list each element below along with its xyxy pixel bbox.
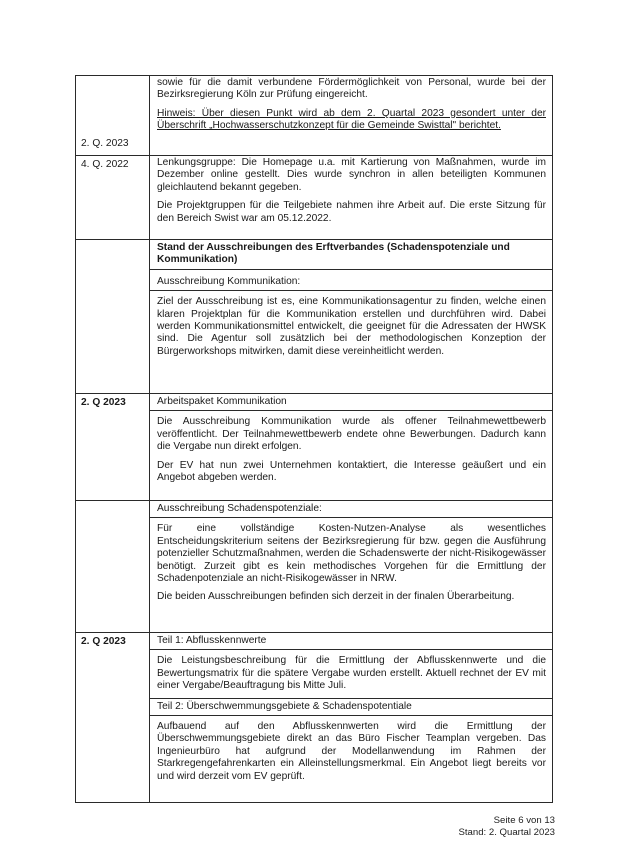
content-cell [150, 156, 553, 240]
table-row [76, 394, 553, 501]
paragraph: Lenkungsgruppe: Die Homepage u.a. mit Kartierung von Maßnahmen, wurde im Dezember online gestellt. Dies wurde synchron in allen beteiligten Kommunen gleichlautend bekannt gegeben. [157, 157, 546, 193]
table-row [76, 501, 553, 633]
quarter-cell [76, 76, 150, 156]
paragraph: Für eine vollständige Kosten-Nutzen-Analyse als wesentliches Entscheidungskriterium seitens der Bezirksregierung für bzw. gegen die Ausführung potenzieller Schutzmaßnahmen, werden die Schadenswerte der nicht-Risikogewässer benötigt. Zurzeit gibt es kein methodisches Vorgehen für die Ermittlung der Schadenpotenziale an nicht-Risikogewässer in NRW. [157, 523, 546, 585]
table-row [76, 76, 553, 156]
paragraph: Aufbauend auf den Abflusskennwerten wird die Ermittlung der Überschwemmungsgebiete direkt an das Büro Fischer Teamplan vergeben. Das Ingenieurbüro hat aufgrund der Modellanwendung im Rahmen der Starkregengefahrenkarten ein Alleinstellungsmerkmal. Ein Angebot liegt bereits vor und wird derzeit vom EV geprüft. [157, 721, 546, 782]
paragraph: Ziel der Ausschreibung ist es, eine Kommunikationsagentur zu finden, welche einen klaren Projektplan für die Kommunikation erstellen und durchführen wird. Dabei werden Kommunikationsmittel entwickelt, die geeignet für die Adressaten der HWSK sind. Die Agentur soll zusätzlich bei der methodologischen Konzeption der Bürgerworkshops mitwirken, damit diese vereinheitlicht werden. [157, 296, 546, 357]
content-cell [150, 394, 553, 501]
content-cell [150, 76, 553, 156]
subheading: Teil 2: Überschwemmungsgebiete & Schadenspotentiale [150, 698, 552, 716]
quarter-cell [76, 394, 150, 501]
table-row [76, 156, 553, 240]
quarter-label: 2. Q 2023 [81, 397, 126, 408]
subheading: Arbeitspaket Kommunikation [150, 394, 552, 411]
paragraph: sowie für die damit verbundene Fördermöglichkeit von Personal, wurde bei der Bezirksregierung Köln zur Prüfung eingereicht. [157, 77, 546, 101]
paragraph: Der EV hat nun zwei Unternehmen kontaktiert, die Interesse geäußert und ein Angebot abgeben werden. [157, 459, 546, 484]
subheading: Ausschreibung Schadenspotenziale: [150, 501, 552, 518]
quarter-cell [76, 240, 150, 394]
content-cell [150, 501, 553, 633]
quarter-label: 2. Q. 2023 [81, 138, 129, 149]
quarter-label: 2. Q 2023 [81, 636, 126, 647]
subheading: Ausschreibung Kommunikation: [150, 274, 552, 291]
page-number: Seite 6 von 13 [493, 815, 555, 826]
progress-table [75, 75, 553, 803]
quarter-cell [76, 633, 150, 803]
paragraph: Die Ausschreibung Kommunikation wurde als offener Teilnahmewettbewerb veröffentlicht. Der Teilnahmewettbewerb endete ohne Bewerbungen. Dadurch kann die Vergabe nun direkt erfolgen. [157, 416, 546, 453]
content-cell [150, 633, 553, 803]
quarter-label: 4. Q. 2022 [81, 159, 129, 170]
paragraph: Die beiden Ausschreibungen befinden sich derzeit in der finalen Überarbeitung. [157, 591, 515, 603]
note-paragraph: Hinweis: Über diesen Punkt wird ab dem 2. Quartal 2023 gesondert unter der Überschrift „Hochwasserschutzkonzept für die Gemeinde Swisttal" berichtet. [157, 107, 546, 132]
page-footer [458, 815, 555, 839]
subheading: Teil 1: Abflusskennwerte [150, 633, 552, 650]
paragraph: Die Leistungsbeschreibung für die Ermittlung der Abflusskennwerte und die Bewertungsmatrix für die spätere Vergabe wurden erstellt. Aktuell rechnet der EV mit einer Vergabe/Beauftragung bis Mitte Juli. [157, 655, 546, 692]
quarter-cell [76, 501, 150, 633]
status-line: Stand: 2. Quartal 2023 [458, 827, 555, 838]
quarter-cell [76, 156, 150, 240]
table-row [76, 633, 553, 803]
content-cell [150, 240, 553, 394]
paragraph: Die Projektgruppen für die Teilgebiete nahmen ihre Arbeit auf. Die erste Sitzung für den Bereich Swist war am 05.12.2022. [157, 200, 546, 224]
table-row [76, 240, 553, 394]
section-heading: Stand der Ausschreibungen des Erftverbandes (Schadenspotenziale und Kommunikation) [150, 240, 552, 270]
